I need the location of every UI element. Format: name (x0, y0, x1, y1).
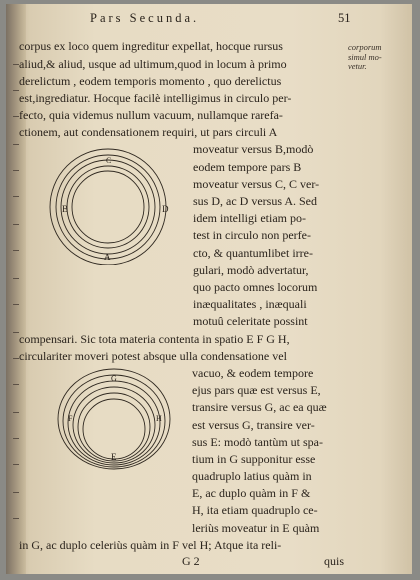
text-line: motuû celeritate possint (193, 314, 308, 329)
figure-label: H (156, 413, 162, 423)
margin-note-line: simul mo- (348, 51, 382, 62)
text-line: derelictum , eodem temporis momento , quo derelictus (19, 73, 282, 88)
text-line: fecto, quia videmus nullum vacuum, nullamque rarefa- (19, 108, 283, 122)
text-line: est versus G, transire ver- (192, 417, 315, 432)
catchword: quis (324, 554, 345, 568)
text-line: aliud,& aliud, usque ad ultimum,quod in locum à primo (19, 56, 287, 71)
margin-note-line: corporum (348, 42, 382, 53)
text-line: inæqualitates , inæquali (193, 297, 307, 312)
text-line: moveatur versus C, C ver- (193, 176, 320, 191)
text-line: leriùs moveatur in E quàm (192, 520, 320, 535)
figure-label: C (106, 156, 112, 166)
book-page (6, 4, 412, 574)
text-line: in G, ac duplo celeriùs quàm in F vel H; Atque ita reli- (19, 537, 282, 552)
text-line: H, ita etiam quadruplo ce- (192, 503, 318, 518)
text-line: eodem tempore pars B (193, 159, 302, 174)
running-title: Pars Secunda. (90, 10, 200, 25)
figure-label: F (68, 413, 73, 423)
figure-label: G (111, 373, 117, 383)
text-line: compensari. Sic tota materia contenta in spatio E F G H, (19, 331, 290, 346)
page-number: 51 (338, 10, 351, 25)
text-line: quadruplo latius quàm in (192, 469, 312, 483)
text-line: ejus pars quæ est versus E, (192, 383, 321, 398)
text-line: gulari, modò advertatur, (193, 262, 309, 277)
figure-label: E (111, 451, 117, 462)
text-line: circulariter moveri potest absque ulla condensatione vel (19, 348, 287, 363)
text-line: idem intelligi etiam po- (193, 211, 306, 226)
text-line: moveatur versus B,modò (193, 142, 314, 157)
text-line: vacuo, & eodem tempore (192, 365, 314, 380)
figure-label: D (162, 204, 169, 215)
text-line: cto, & quantumlibet irre- (193, 245, 313, 260)
text-line: tium in G supponitur esse (192, 451, 316, 466)
text-line: corpus ex loco quem ingreditur expellat, hocque rursus (19, 39, 283, 54)
text-line: transire versus G, ac ea quæ (192, 400, 327, 415)
facing-page-edge (6, 4, 26, 574)
figure-circle-abcd (24, 143, 188, 265)
figure-label: A (104, 252, 111, 263)
margin-note-line: vetur. (348, 61, 367, 72)
text-line: est,ingrediatur. Hocque facilè intelligimus in circulo per- (19, 90, 292, 105)
text-line: sus E: modò tantùm ut spa- (192, 434, 323, 449)
signature-mark: G 2 (182, 554, 200, 568)
figure-label: B (62, 204, 69, 215)
text-line: sus D, ac D versus A. Sed (193, 194, 317, 208)
text-line: ctionem, aut condensationem requiri, ut pars circuli A (19, 125, 278, 140)
figure-ellipse-efgh (56, 367, 176, 473)
text-line: E, ac duplo quàm in F & (192, 486, 311, 501)
text-line: test in circulo non perfe- (193, 228, 311, 243)
text-line: quo pacto omnes locorum (193, 279, 318, 294)
